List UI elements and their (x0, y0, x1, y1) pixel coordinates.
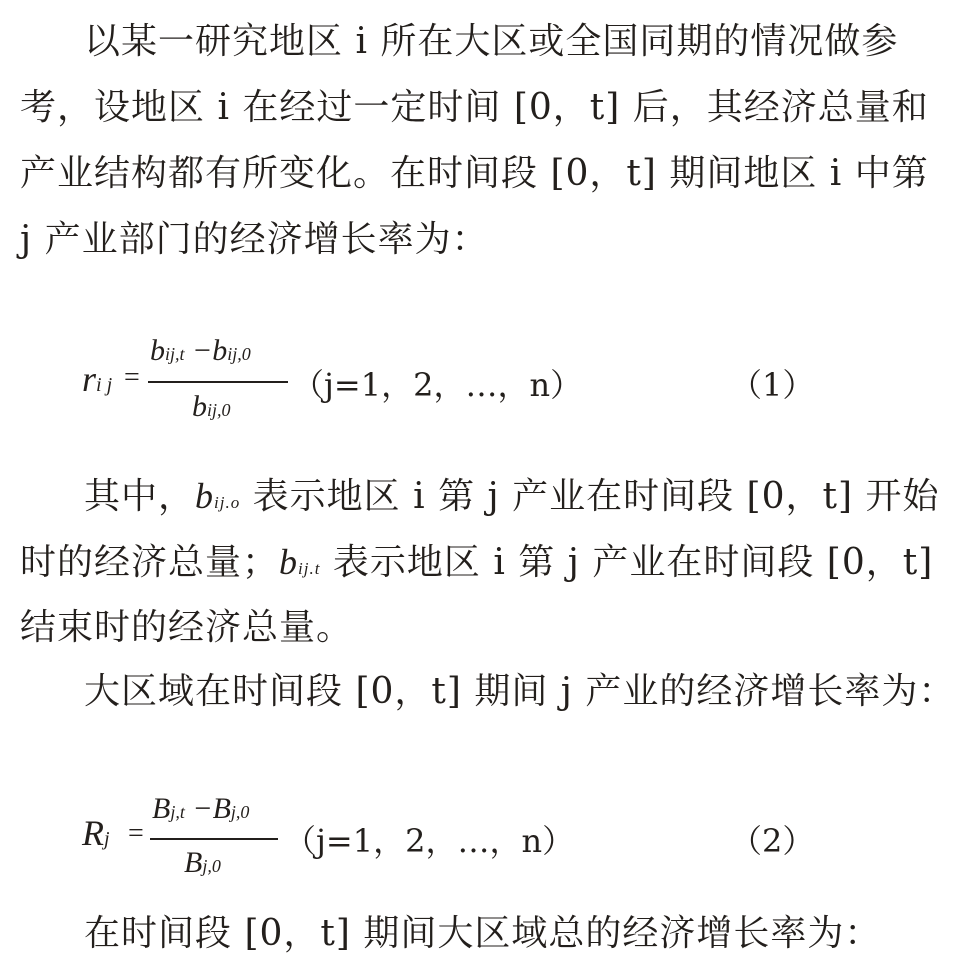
paragraph2-line1: 其中，bij.o 表示地区 i 第 j 产业在时间段 [0，t] 开始 (84, 476, 940, 517)
paragraph2-line2: 时的经济总量；bij.t 表示地区 i 第 j 产业在时间段 [0，t] (20, 542, 934, 583)
paragraph1-line1: 以某一研究地区 i 所在大区或全国同期的情况做参 (84, 21, 899, 62)
formula2-numerator: Bj,t −Bj,0 (152, 792, 250, 825)
paragraph3-line1: 大区域在时间段 [0，t] 期间 j 产业的经济增长率为： (84, 671, 955, 712)
formula1-equation-number: （1） (730, 366, 815, 404)
formula2-lhs: Rj (82, 813, 110, 853)
paragraph1-line4: j 产业部门的经济增长率为： (20, 219, 489, 260)
formula2-fraction-bar (150, 838, 278, 840)
paragraph1-line3: 产业结构都有所变化。在时间段 [0，t] 期间地区 i 中第 (20, 153, 929, 194)
paragraph4-line1: 在时间段 [0，t] 期间大区域总的经济增长率为： (84, 913, 882, 954)
paragraph2-line3: 结束时的经济总量。 (20, 607, 354, 648)
formula1-fraction-bar (148, 381, 288, 383)
formula1-lhs: ri j (82, 359, 113, 399)
formula1-numerator: bij,t −bij,0 (150, 334, 251, 367)
formula1-equals: = (124, 362, 140, 393)
formula2-denominator: Bj,0 (184, 846, 221, 879)
formula1-index-range: （j=1，2，…，n） (292, 366, 583, 404)
formula1-denominator: bij,0 (192, 390, 231, 423)
paragraph1-line2: 考，设地区 i 在经过一定时间 [0，t] 后，其经济总量和 (20, 87, 929, 128)
formula2-equals: = (128, 818, 144, 849)
formula2-equation-number: （2） (730, 822, 815, 860)
formula2-index-range: （j=1，2，…，n） (284, 822, 575, 860)
